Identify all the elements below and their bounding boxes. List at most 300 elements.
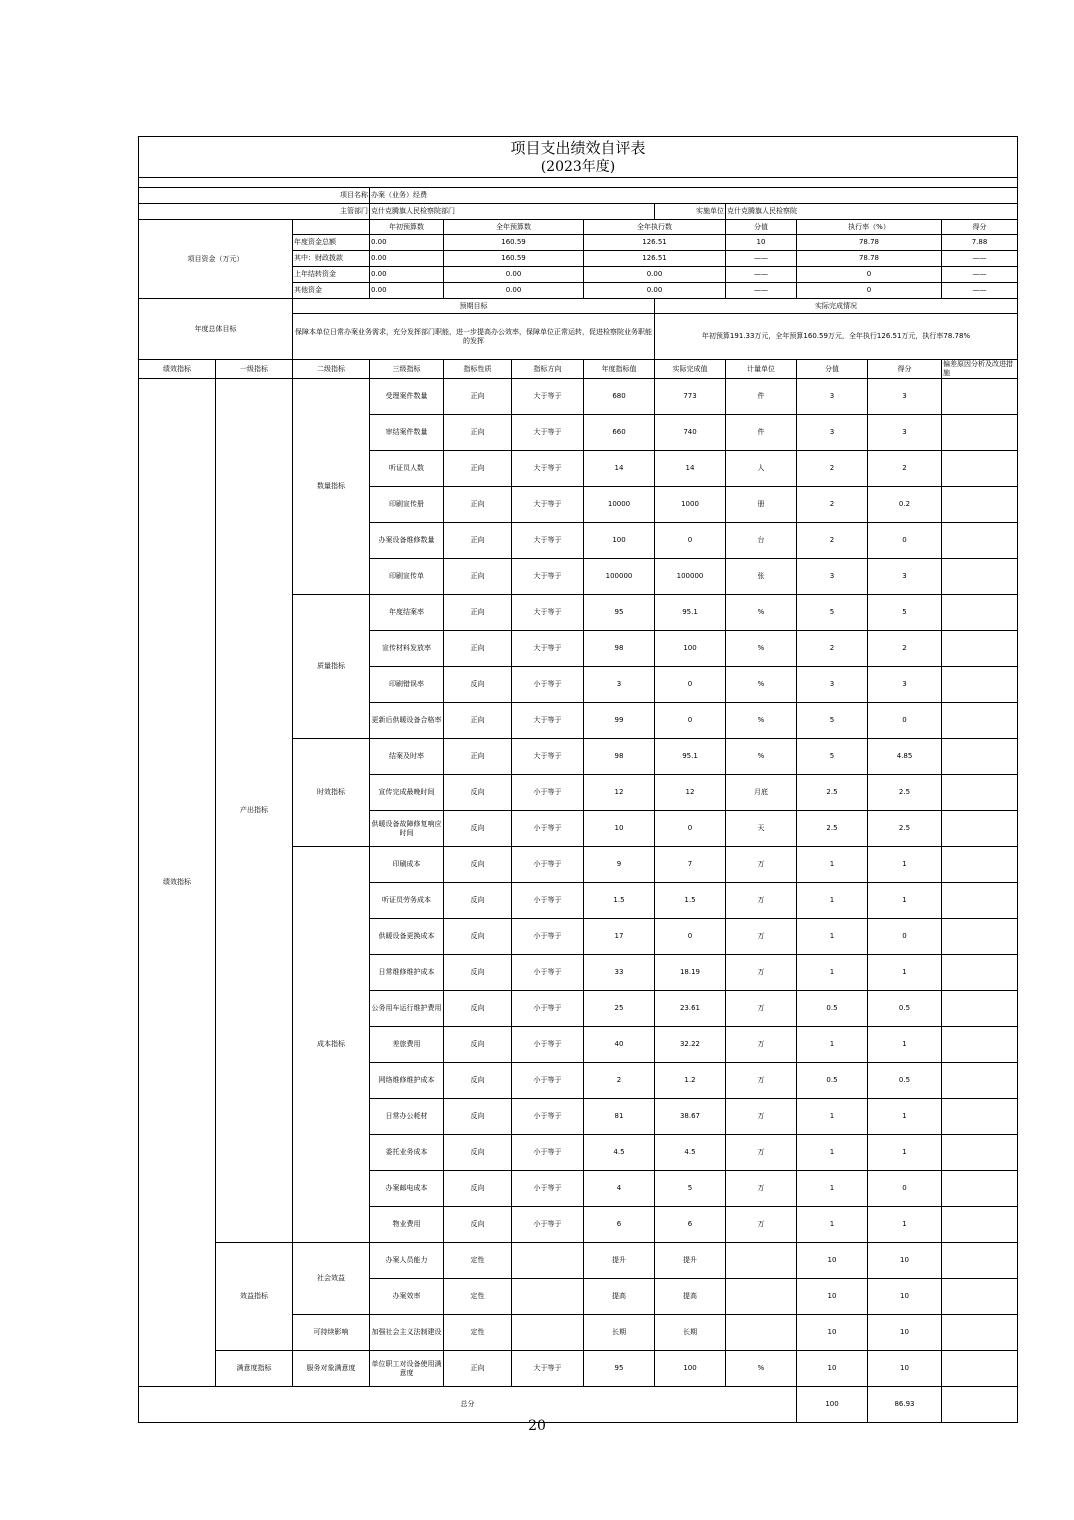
benefit-indicator-label: 效益指标 bbox=[216, 1243, 293, 1351]
project-name-label-cell bbox=[139, 188, 293, 204]
indicator-direction: 小于等于 bbox=[512, 955, 584, 991]
annual-target: 1.5 bbox=[584, 883, 655, 919]
unit: 万 bbox=[726, 1171, 797, 1207]
indicator-direction: 小于等于 bbox=[512, 1027, 584, 1063]
tier3-indicator: 供暖设备故障修复响应时间 bbox=[370, 811, 444, 847]
funds-score-value: 10 bbox=[726, 235, 797, 251]
actual-value: 100 bbox=[655, 1351, 726, 1387]
actual-value: 23.61 bbox=[655, 991, 726, 1027]
deviation-analysis bbox=[942, 847, 1018, 883]
indicator-direction: 大于等于 bbox=[512, 595, 584, 631]
annual-target: 9 bbox=[584, 847, 655, 883]
annual-target: 10 bbox=[584, 811, 655, 847]
annual-target: 100 bbox=[584, 523, 655, 559]
indicator-row bbox=[139, 1351, 1018, 1387]
score-value: 5 bbox=[797, 739, 868, 775]
funds-header-5: 执行率（%） bbox=[797, 220, 942, 235]
score: 1 bbox=[868, 1027, 942, 1063]
indicator-nature: 反向 bbox=[444, 1171, 512, 1207]
indicator-header-7: 实际完成值 bbox=[655, 360, 726, 379]
indicator-direction: 大于等于 bbox=[512, 1351, 584, 1387]
indicator-nature: 反向 bbox=[444, 1027, 512, 1063]
actual-value: 提高 bbox=[655, 1279, 726, 1315]
timeliness-indicator-label: 时效指标 bbox=[293, 739, 370, 847]
actual-value: 0 bbox=[655, 919, 726, 955]
score: 0 bbox=[868, 919, 942, 955]
annual-target: 提高 bbox=[584, 1279, 655, 1315]
deviation-analysis bbox=[942, 1315, 1018, 1351]
actual-value: 14 bbox=[655, 451, 726, 487]
funds-exec-rate: 78.78 bbox=[797, 251, 942, 267]
score: 10 bbox=[868, 1351, 942, 1387]
unit: % bbox=[726, 631, 797, 667]
performance-evaluation-sheet bbox=[138, 136, 1017, 1423]
indicator-nature: 反向 bbox=[444, 1099, 512, 1135]
funds-score-value: —— bbox=[726, 283, 797, 299]
tier3-indicator: 印刷成本 bbox=[370, 847, 444, 883]
score-value: 2 bbox=[797, 631, 868, 667]
unit: 件 bbox=[726, 379, 797, 415]
funds-executed: 126.51 bbox=[584, 251, 726, 267]
deviation-analysis bbox=[942, 559, 1018, 595]
score: 2 bbox=[868, 451, 942, 487]
indicator-nature: 正向 bbox=[444, 595, 512, 631]
page-number: 20 bbox=[528, 1418, 546, 1434]
quality-indicator-label: 质量指标 bbox=[293, 595, 370, 739]
deviation-analysis bbox=[942, 1207, 1018, 1243]
deviation-analysis bbox=[942, 1243, 1018, 1279]
indicator-nature: 正向 bbox=[444, 559, 512, 595]
unit: 天 bbox=[726, 811, 797, 847]
indicator-nature: 正向 bbox=[444, 415, 512, 451]
score-value: 1 bbox=[797, 1099, 868, 1135]
score-value: 1 bbox=[797, 955, 868, 991]
page-subtitle: (2023年度) bbox=[540, 158, 616, 175]
indicator-nature: 正向 bbox=[444, 523, 512, 559]
tier3-indicator: 年度结案率 bbox=[370, 595, 444, 631]
indicator-nature: 正向 bbox=[444, 451, 512, 487]
funds-executed: 126.51 bbox=[584, 235, 726, 251]
score-value: 5 bbox=[797, 703, 868, 739]
actual-value: 7 bbox=[655, 847, 726, 883]
annual-target: 14 bbox=[584, 451, 655, 487]
actual-value: 5 bbox=[655, 1171, 726, 1207]
tier3-indicator: 供暖设备更换成本 bbox=[370, 919, 444, 955]
actual-value: 1000 bbox=[655, 487, 726, 523]
tier3-indicator: 听证员劳务成本 bbox=[370, 883, 444, 919]
score-value: 1 bbox=[797, 847, 868, 883]
indicator-nature: 正向 bbox=[444, 739, 512, 775]
unit bbox=[726, 1243, 797, 1279]
annual-target: 提升 bbox=[584, 1243, 655, 1279]
service-indicator-label: 服务对象满意度 bbox=[293, 1351, 370, 1387]
actual-value: 4.5 bbox=[655, 1135, 726, 1171]
annual-target: 4.5 bbox=[584, 1135, 655, 1171]
score: 0.5 bbox=[868, 1063, 942, 1099]
deviation-analysis bbox=[942, 991, 1018, 1027]
indicator-nature: 反向 bbox=[444, 1063, 512, 1099]
indicator-direction: 大于等于 bbox=[512, 631, 584, 667]
indicator-nature: 反向 bbox=[444, 883, 512, 919]
tier3-indicator: 物业费用 bbox=[370, 1207, 444, 1243]
actual-result-text: 年初预算191.33万元，全年预算160.59万元，全年执行126.51万元，执行率78.78% bbox=[655, 314, 1018, 360]
indicator-row bbox=[139, 1243, 1018, 1279]
tier3-indicator: 印刷错误率 bbox=[370, 667, 444, 703]
score: 2 bbox=[868, 631, 942, 667]
funds-exec-rate: 0 bbox=[797, 283, 942, 299]
tier3-indicator: 委托业务成本 bbox=[370, 1135, 444, 1171]
annual-target: 81 bbox=[584, 1099, 655, 1135]
deviation-analysis bbox=[942, 415, 1018, 451]
indicator-direction: 大于等于 bbox=[512, 487, 584, 523]
satisfaction-indicator-label: 满意度指标 bbox=[216, 1351, 293, 1387]
tier3-indicator: 结案及时率 bbox=[370, 739, 444, 775]
unit: 人 bbox=[726, 451, 797, 487]
score: 1 bbox=[868, 847, 942, 883]
indicator-nature: 正向 bbox=[444, 703, 512, 739]
unit: % bbox=[726, 595, 797, 631]
annual-target: 12 bbox=[584, 775, 655, 811]
tier3-indicator: 印刷宣传单 bbox=[370, 559, 444, 595]
score-value: 2.5 bbox=[797, 775, 868, 811]
tier3-indicator: 审结案件数量 bbox=[370, 415, 444, 451]
indicator-nature: 反向 bbox=[444, 667, 512, 703]
actual-value: 38.67 bbox=[655, 1099, 726, 1135]
deviation-analysis bbox=[942, 883, 1018, 919]
total-score-value: 100 bbox=[797, 1387, 868, 1423]
unit: 册 bbox=[726, 487, 797, 523]
deviation-analysis bbox=[942, 1279, 1018, 1315]
score-value: 0.5 bbox=[797, 1063, 868, 1099]
annual-target: 95 bbox=[584, 1351, 655, 1387]
actual-value: 1.5 bbox=[655, 883, 726, 919]
deviation-analysis bbox=[942, 595, 1018, 631]
indicator-direction bbox=[512, 1243, 584, 1279]
indicator-nature: 定性 bbox=[444, 1279, 512, 1315]
actual-value: 0 bbox=[655, 667, 726, 703]
funds-label bbox=[139, 220, 293, 299]
deviation-analysis bbox=[942, 667, 1018, 703]
unit: 万 bbox=[726, 1135, 797, 1171]
deviation-analysis bbox=[942, 775, 1018, 811]
tier3-indicator: 日常办公耗材 bbox=[370, 1099, 444, 1135]
deviation-analysis bbox=[942, 1027, 1018, 1063]
indicator-nature: 正向 bbox=[444, 1351, 512, 1387]
funds-executed: 0.00 bbox=[584, 283, 726, 299]
indicator-direction: 小于等于 bbox=[512, 991, 584, 1027]
indicator-direction: 大于等于 bbox=[512, 739, 584, 775]
social-indicator-label: 社会效益 bbox=[293, 1243, 370, 1315]
output-indicator-label: 产出指标 bbox=[216, 379, 293, 1243]
spacer-row bbox=[139, 178, 1018, 188]
indicator-header-9: 分值 bbox=[797, 360, 868, 379]
deviation-analysis bbox=[942, 523, 1018, 559]
indicator-direction: 大于等于 bbox=[512, 523, 584, 559]
indicator-nature: 定性 bbox=[444, 1243, 512, 1279]
indicator-direction: 小于等于 bbox=[512, 1171, 584, 1207]
indicator-direction bbox=[512, 1315, 584, 1351]
project-name: 办案（业务）经费 bbox=[370, 188, 1018, 204]
sustain-indicator-label: 可持续影响 bbox=[293, 1315, 370, 1351]
unit: % bbox=[726, 739, 797, 775]
funds-header-blank bbox=[293, 220, 370, 235]
deviation-analysis bbox=[942, 811, 1018, 847]
score: 1 bbox=[868, 883, 942, 919]
cost-indicator-label: 成本指标 bbox=[293, 847, 370, 1243]
funds-score-value: —— bbox=[726, 251, 797, 267]
score-value: 1 bbox=[797, 1027, 868, 1063]
tier3-indicator: 网络维修维护成本 bbox=[370, 1063, 444, 1099]
score: 3 bbox=[868, 415, 942, 451]
indicator-direction: 大于等于 bbox=[512, 415, 584, 451]
indicator-direction: 大于等于 bbox=[512, 559, 584, 595]
unit bbox=[726, 1315, 797, 1351]
score: 1 bbox=[868, 1207, 942, 1243]
actual-value: 95.1 bbox=[655, 595, 726, 631]
score: 3 bbox=[868, 559, 942, 595]
tier3-indicator: 宣传材料发放率 bbox=[370, 631, 444, 667]
indicator-nature: 定性 bbox=[444, 1315, 512, 1351]
expected-goal-text: 保障本单位日常办案业务需求，充分发挥部门职能，进一步提高办公效率，保障单位正常运转，促进检察院业务职能的发挥 bbox=[293, 314, 655, 360]
unit: 万 bbox=[726, 1027, 797, 1063]
annual-target: 2 bbox=[584, 1063, 655, 1099]
actual-value: 18.19 bbox=[655, 955, 726, 991]
indicator-direction: 小于等于 bbox=[512, 847, 584, 883]
indicator-nature: 反向 bbox=[444, 1135, 512, 1171]
score: 1 bbox=[868, 955, 942, 991]
unit: 张 bbox=[726, 559, 797, 595]
score-value: 5 bbox=[797, 595, 868, 631]
tier3-indicator: 差旅费用 bbox=[370, 1027, 444, 1063]
funds-row-label: 其他资金 bbox=[293, 283, 370, 299]
annual-goal-label: 年度总体目标 bbox=[139, 299, 293, 360]
score: 0.2 bbox=[868, 487, 942, 523]
score-value: 0.5 bbox=[797, 991, 868, 1027]
actual-value: 6 bbox=[655, 1207, 726, 1243]
annual-target: 10000 bbox=[584, 487, 655, 523]
indicator-header-4: 指标性质 bbox=[444, 360, 512, 379]
deviation-analysis bbox=[942, 1063, 1018, 1099]
indicator-direction: 小于等于 bbox=[512, 1099, 584, 1135]
funds-score-value: —— bbox=[726, 267, 797, 283]
dept-label-spacer bbox=[139, 204, 293, 220]
score-value: 2.5 bbox=[797, 811, 868, 847]
indicator-direction: 小于等于 bbox=[512, 919, 584, 955]
indicator-header-10: 得分 bbox=[868, 360, 942, 379]
score-value: 1 bbox=[797, 1207, 868, 1243]
actual-value: 长期 bbox=[655, 1315, 726, 1351]
score-value: 10 bbox=[797, 1351, 868, 1387]
evaluation-table bbox=[138, 136, 1018, 1423]
tier3-indicator: 印刷宣传册 bbox=[370, 487, 444, 523]
score-value: 1 bbox=[797, 883, 868, 919]
indicator-direction bbox=[512, 1279, 584, 1315]
funds-initial: 0.00 bbox=[370, 251, 444, 267]
funds-row-label: 年度资金总额 bbox=[293, 235, 370, 251]
indicator-header-6: 年度指标值 bbox=[584, 360, 655, 379]
unit: 万 bbox=[726, 847, 797, 883]
score-value: 3 bbox=[797, 559, 868, 595]
tier3-indicator: 办案人员能力 bbox=[370, 1243, 444, 1279]
indicator-header-0: 绩效指标 bbox=[139, 360, 216, 379]
indicator-nature: 反向 bbox=[444, 991, 512, 1027]
score: 0 bbox=[868, 1171, 942, 1207]
annual-target: 98 bbox=[584, 739, 655, 775]
indicator-row bbox=[139, 379, 1018, 415]
perf-indicator-label: 绩效指标 bbox=[139, 379, 216, 1387]
score: 0 bbox=[868, 523, 942, 559]
funds-executed: 0.00 bbox=[584, 267, 726, 283]
unit bbox=[726, 1279, 797, 1315]
tier3-indicator: 办案邮电成本 bbox=[370, 1171, 444, 1207]
score: 3 bbox=[868, 667, 942, 703]
actual-value: 0 bbox=[655, 703, 726, 739]
annual-target: 40 bbox=[584, 1027, 655, 1063]
annual-target: 4 bbox=[584, 1171, 655, 1207]
tier3-indicator: 受理案件数量 bbox=[370, 379, 444, 415]
unit: 万 bbox=[726, 1207, 797, 1243]
total-score: 86.93 bbox=[868, 1387, 942, 1423]
score-value: 3 bbox=[797, 415, 868, 451]
indicator-nature: 正向 bbox=[444, 487, 512, 523]
indicator-direction: 小于等于 bbox=[512, 1207, 584, 1243]
title-cell bbox=[139, 137, 1018, 178]
funds-initial: 0.00 bbox=[370, 267, 444, 283]
indicator-header-row bbox=[139, 360, 1018, 379]
funds-annual: 0.00 bbox=[444, 267, 584, 283]
funds-annual: 0.00 bbox=[444, 283, 584, 299]
indicator-direction: 大于等于 bbox=[512, 379, 584, 415]
tier3-indicator: 宣传完成最晚时间 bbox=[370, 775, 444, 811]
indicator-nature: 反向 bbox=[444, 1207, 512, 1243]
indicator-nature: 反向 bbox=[444, 775, 512, 811]
indicator-nature: 反向 bbox=[444, 955, 512, 991]
funds-header-4: 分值 bbox=[726, 220, 797, 235]
funds-score: —— bbox=[942, 267, 1018, 283]
annual-target: 33 bbox=[584, 955, 655, 991]
unit: % bbox=[726, 667, 797, 703]
impl-label: 实施单位 bbox=[655, 204, 726, 220]
indicator-header-11: 偏差原因分析及改进措施 bbox=[942, 360, 1018, 379]
impl-name: 克什克腾旗人民检察院 bbox=[726, 204, 1018, 220]
score: 10 bbox=[868, 1243, 942, 1279]
score: 2.5 bbox=[868, 811, 942, 847]
indicator-nature: 反向 bbox=[444, 811, 512, 847]
score: 4.85 bbox=[868, 739, 942, 775]
tier3-indicator: 办案效率 bbox=[370, 1279, 444, 1315]
deviation-analysis bbox=[942, 631, 1018, 667]
page-title: 项目支出绩效自评表 bbox=[510, 138, 646, 157]
unit: 台 bbox=[726, 523, 797, 559]
indicator-direction: 小于等于 bbox=[512, 883, 584, 919]
unit: 万 bbox=[726, 955, 797, 991]
unit: 万 bbox=[726, 991, 797, 1027]
annual-target: 25 bbox=[584, 991, 655, 1027]
annual-target: 680 bbox=[584, 379, 655, 415]
score: 2.5 bbox=[868, 775, 942, 811]
unit: 件 bbox=[726, 415, 797, 451]
tier3-indicator: 公务用车运行维护费用 bbox=[370, 991, 444, 1027]
funds-initial: 0.00 bbox=[370, 235, 444, 251]
actual-value: 0 bbox=[655, 811, 726, 847]
dept-label: 主管部门 bbox=[293, 204, 370, 220]
funds-exec-rate: 0 bbox=[797, 267, 942, 283]
actual-value: 1.2 bbox=[655, 1063, 726, 1099]
indicator-nature: 反向 bbox=[444, 847, 512, 883]
actual-value: 12 bbox=[655, 775, 726, 811]
score: 1 bbox=[868, 1135, 942, 1171]
actual-value: 100000 bbox=[655, 559, 726, 595]
deviation-analysis bbox=[942, 1171, 1018, 1207]
unit: 万 bbox=[726, 883, 797, 919]
actual-value: 740 bbox=[655, 415, 726, 451]
score-value: 10 bbox=[797, 1243, 868, 1279]
unit: 月底 bbox=[726, 775, 797, 811]
funds-label-text: 项目资金（万元） bbox=[187, 254, 244, 263]
funds-row-label: 上年结转资金 bbox=[293, 267, 370, 283]
indicator-direction: 大于等于 bbox=[512, 451, 584, 487]
project-name-label: 项目名称 bbox=[293, 188, 370, 204]
unit: % bbox=[726, 1351, 797, 1387]
funds-score: 7.88 bbox=[942, 235, 1018, 251]
funds-exec-rate: 78.78 bbox=[797, 235, 942, 251]
indicator-nature: 反向 bbox=[444, 919, 512, 955]
deviation-analysis bbox=[942, 1099, 1018, 1135]
funds-initial: 0.00 bbox=[370, 283, 444, 299]
funds-score: —— bbox=[942, 251, 1018, 267]
indicator-direction: 小于等于 bbox=[512, 1063, 584, 1099]
deviation-analysis bbox=[942, 919, 1018, 955]
annual-target: 98 bbox=[584, 631, 655, 667]
score-value: 1 bbox=[797, 1135, 868, 1171]
score-value: 1 bbox=[797, 919, 868, 955]
funds-header-3: 全年执行数 bbox=[584, 220, 726, 235]
deviation-analysis bbox=[942, 1351, 1018, 1387]
deviation-analysis bbox=[942, 379, 1018, 415]
indicator-direction: 小于等于 bbox=[512, 1135, 584, 1171]
tier3-indicator: 更新后供暖设备合格率 bbox=[370, 703, 444, 739]
score: 1 bbox=[868, 1099, 942, 1135]
actual-value: 0 bbox=[655, 523, 726, 559]
actual-result-label: 实际完成情况 bbox=[655, 299, 1018, 314]
score-value: 2 bbox=[797, 523, 868, 559]
actual-value: 95.1 bbox=[655, 739, 726, 775]
score: 10 bbox=[868, 1279, 942, 1315]
actual-value: 提升 bbox=[655, 1243, 726, 1279]
indicator-header-3: 三级指标 bbox=[370, 360, 444, 379]
funds-annual: 160.59 bbox=[444, 251, 584, 267]
indicator-direction: 小于等于 bbox=[512, 811, 584, 847]
score-value: 2 bbox=[797, 487, 868, 523]
annual-target: 3 bbox=[584, 667, 655, 703]
indicator-header-8: 计量单位 bbox=[726, 360, 797, 379]
dept-name: 克什克腾旗人民检察院部门 bbox=[370, 204, 655, 220]
annual-target: 6 bbox=[584, 1207, 655, 1243]
funds-score: —— bbox=[942, 283, 1018, 299]
unit: 万 bbox=[726, 1063, 797, 1099]
score-value: 10 bbox=[797, 1315, 868, 1351]
deviation-analysis bbox=[942, 739, 1018, 775]
tier3-indicator: 听证员人数 bbox=[370, 451, 444, 487]
deviation-analysis bbox=[942, 703, 1018, 739]
score-value: 10 bbox=[797, 1279, 868, 1315]
unit: 万 bbox=[726, 919, 797, 955]
score-value: 3 bbox=[797, 667, 868, 703]
actual-value: 32.22 bbox=[655, 1027, 726, 1063]
funds-annual: 160.59 bbox=[444, 235, 584, 251]
score: 0.5 bbox=[868, 991, 942, 1027]
annual-target: 660 bbox=[584, 415, 655, 451]
